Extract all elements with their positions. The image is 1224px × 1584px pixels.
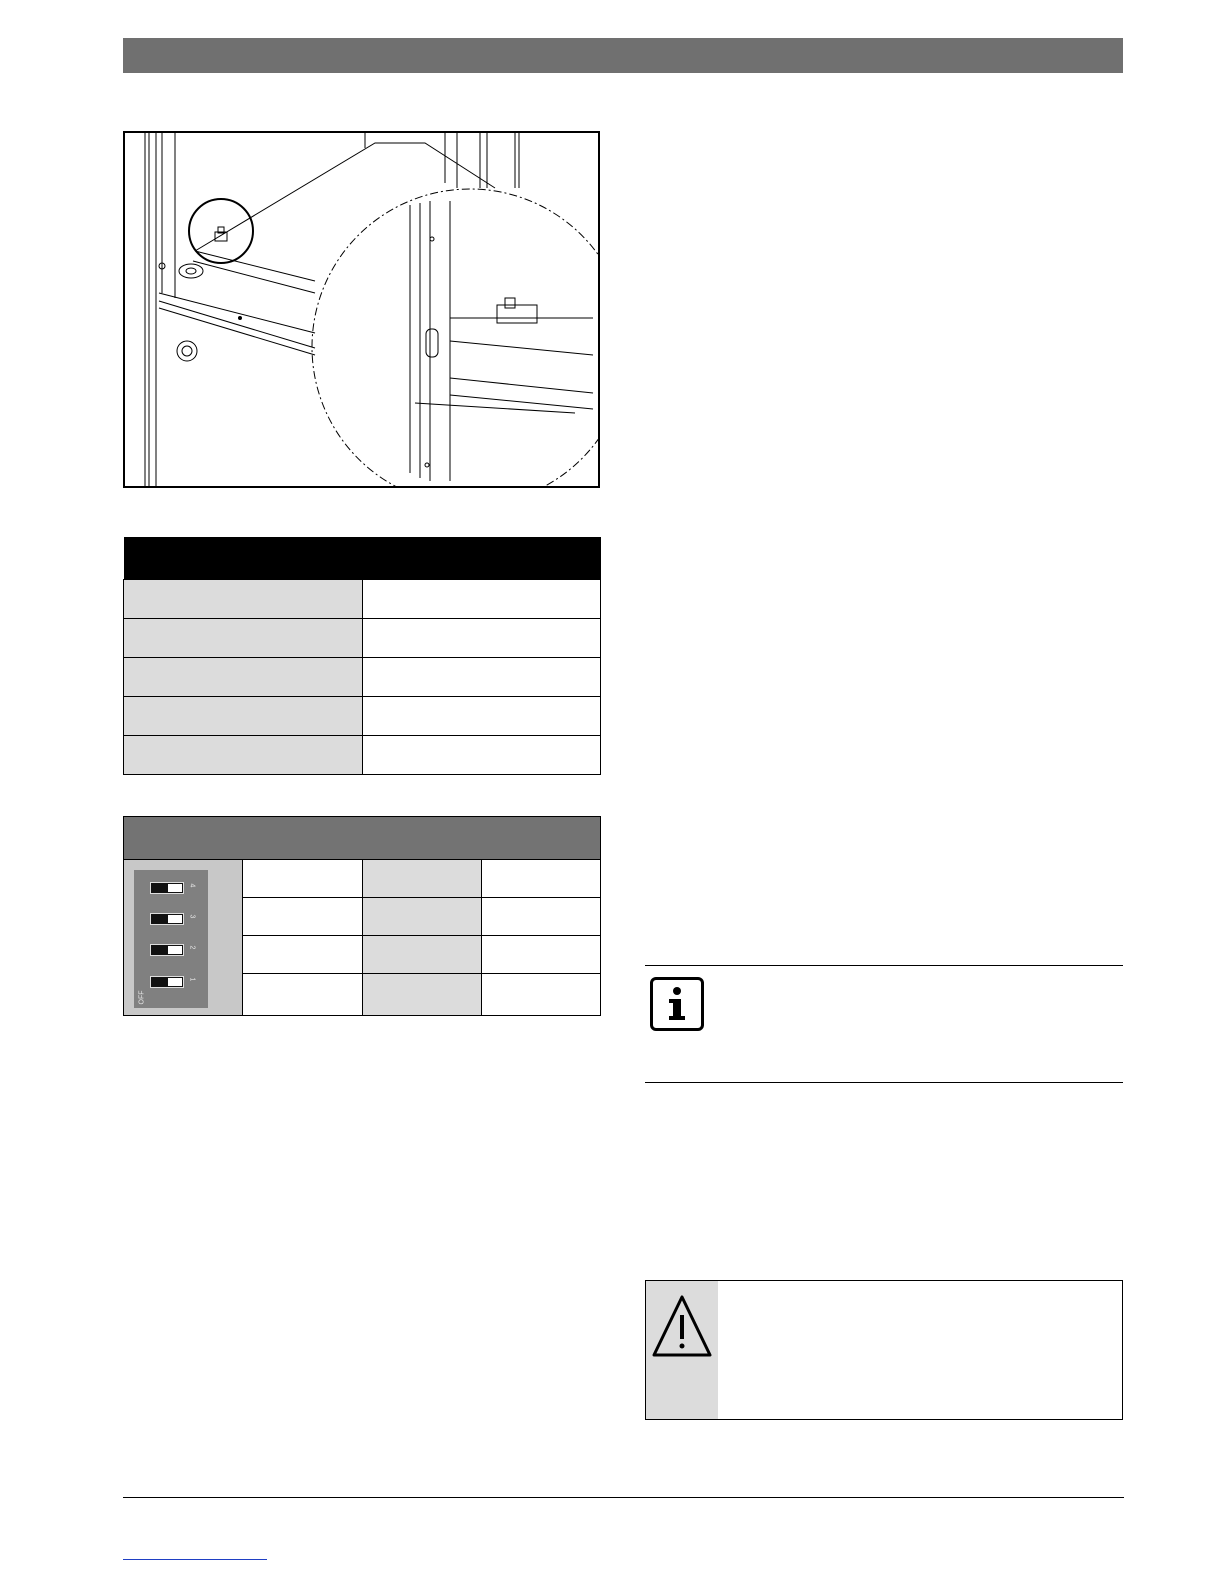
dip-switch-number: 4 <box>188 883 196 888</box>
table-row <box>124 619 601 658</box>
table-row <box>124 580 601 619</box>
warning-icon-strip <box>646 1281 718 1419</box>
dip-switch-image <box>124 860 243 1016</box>
installation-figure <box>123 131 600 488</box>
table-row <box>124 736 601 775</box>
info-note-bottom-rule <box>645 1082 1123 1083</box>
table-row <box>124 860 601 898</box>
dip-switch-4 <box>150 882 184 894</box>
footer-rule <box>123 1497 1124 1498</box>
page-header-bar <box>123 38 1123 73</box>
specification-table <box>123 537 601 775</box>
dip-switch-number: 3 <box>188 914 196 919</box>
dip-switch-number: 2 <box>188 945 196 950</box>
dip-switch-2 <box>150 944 184 956</box>
dip-off-label: OFF <box>138 990 146 1005</box>
info-note-top-rule <box>645 965 1123 966</box>
dip-switch-table-header <box>124 817 601 860</box>
table-row <box>124 658 601 697</box>
dip-switch-1 <box>150 976 184 988</box>
dip-switch-table <box>123 816 601 1016</box>
footer-link[interactable] <box>123 1556 267 1560</box>
info-icon <box>650 977 704 1031</box>
specification-table-header <box>124 537 601 580</box>
warning-triangle-icon <box>646 1281 718 1361</box>
dip-switch-number: 1 <box>188 977 196 982</box>
warning-note <box>645 1280 1123 1420</box>
dip-switch-3 <box>150 913 184 925</box>
dip-switch-panel <box>134 870 208 1008</box>
table-row <box>124 697 601 736</box>
figure-drawing <box>125 133 598 486</box>
